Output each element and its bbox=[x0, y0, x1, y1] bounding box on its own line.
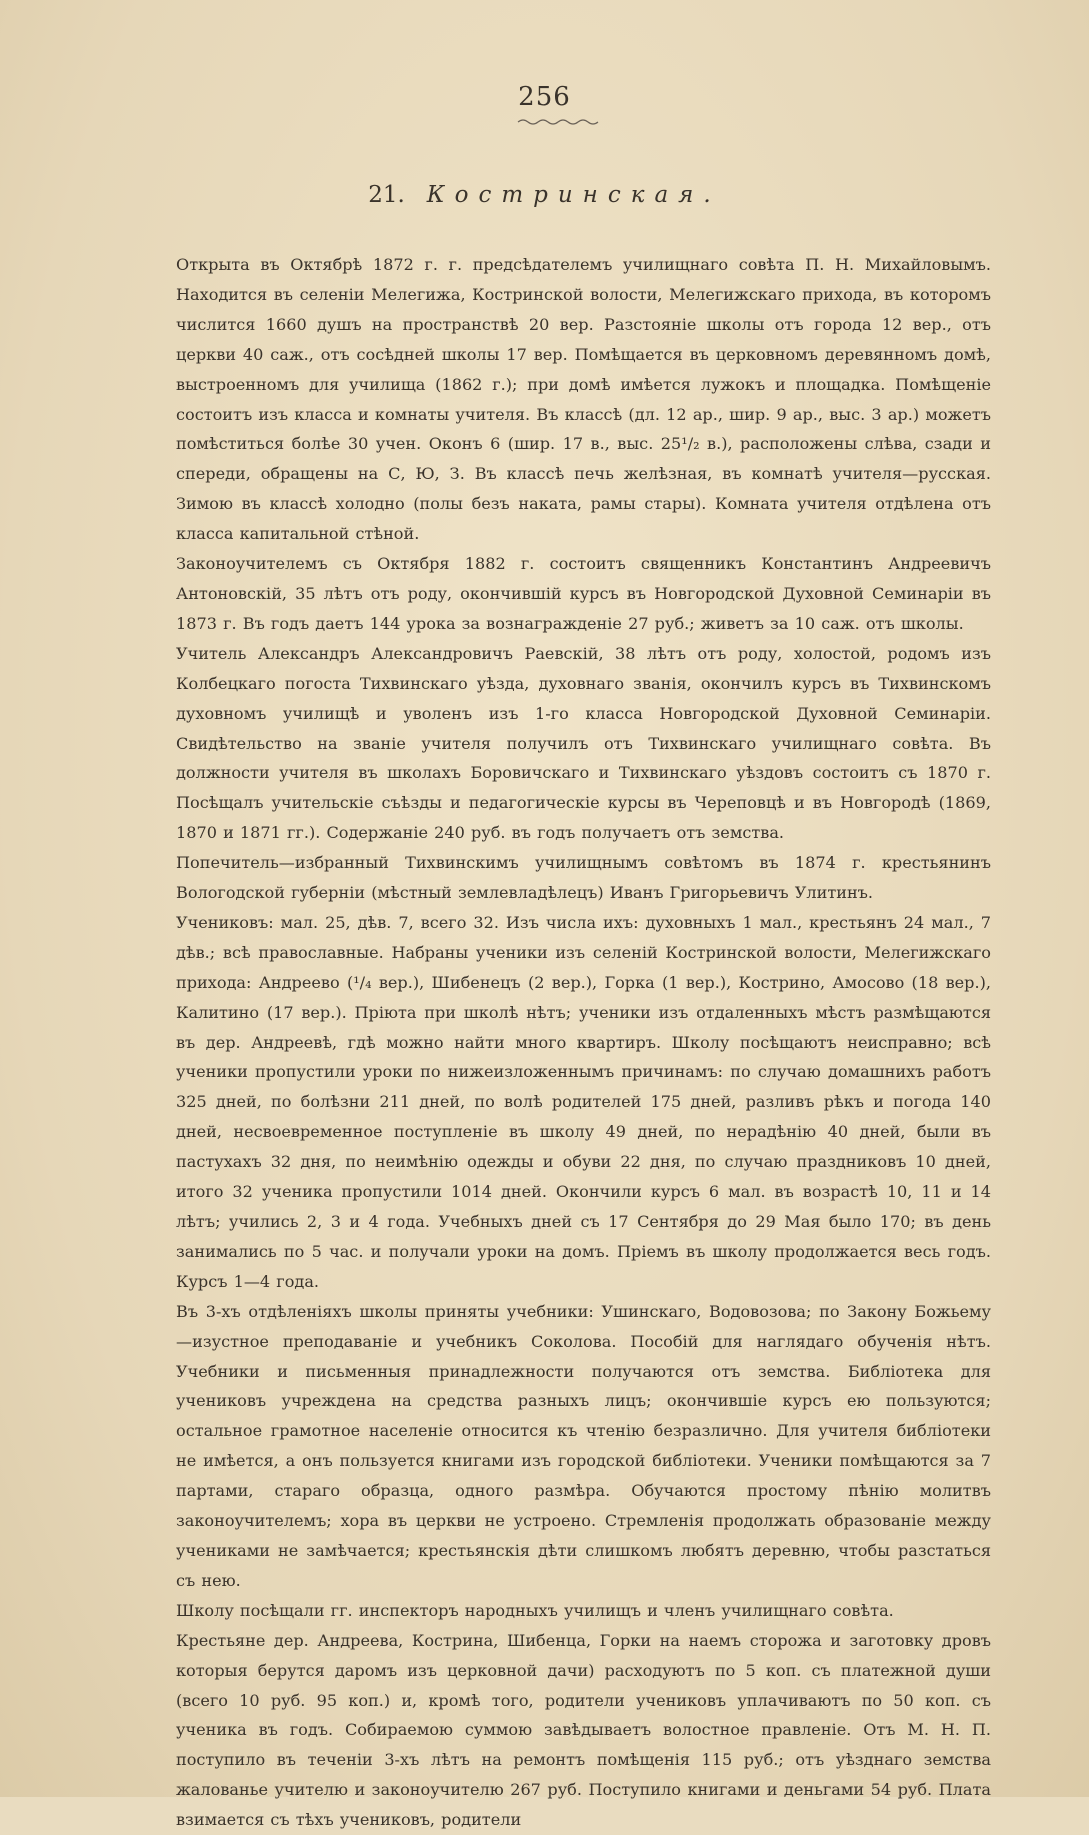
paragraph: Школу посѣщали гг. инспекторъ народныхъ училищъ и членъ училищнаго совѣта. bbox=[176, 1600, 894, 1620]
paragraph: Крестьяне дер. Андреева, Кострина, Шибенца, Горки на наемъ сторожа и заготовку дровъ которыя берутся даромъ изъ церковной дачи) расходуютъ по 5 коп. съ платежной души (всего 10 руб. 95 коп.) и, кромѣ того, родители учениковъ уплачиваютъ по 50 коп. съ ученика въ годъ. Собираемою суммою завѣдываетъ волостное правленіе. Отъ М. Н. П. поступило въ теченіи 3-хъ лѣтъ на ремонтъ помѣщенія 115 руб.; отъ уѣзднаго земства жалованье учителю и законоучителю 267 руб. Поступило книгами и деньгами 54 руб. Плата взимается съ тѣхъ учениковъ, родители bbox=[176, 1630, 991, 1830]
paragraph: Учениковъ: мал. 25, дѣв. 7, всего 32. Изъ числа ихъ: духовныхъ 1 мал., крестьянъ 24 мал., 7 дѣв.; всѣ православные. Набраны ученики изъ селеній Костринской волости, Мелегижскаго прихода: Андреево (¹/₄ вер.), Шибенецъ (2 вер.), Горка (1 вер.), Кострино, Амосово (18 вер.), Калитино (17 вер.). Пріюта при школѣ нѣтъ; ученики изъ отдаленныхъ мѣстъ размѣщаются въ дер. Андреевѣ, гдѣ можно найти много квартиръ. Школу посѣщаютъ неисправно; всѣ ученики пропустили уроки по нижеизложеннымъ причинамъ: по случаю домашнихъ работъ 325 дней, по болѣзни 211 дней, по волѣ родителей 175 дней, разливъ рѣкъ и погода 140 дней, несвоевременное поступленіе въ школу 49 дней, по нерадѣнію 40 дней, были въ пастухахъ 32 дня, по неимѣнію одежды и обуви 22 дня, по случаю праздниковъ 10 дней, итого 32 ученика пропустили 1014 дней. Окончили курсъ 6 мал. въ возрастѣ 10, 11 и 14 лѣтъ; учились 2, 3 и 4 года. Учебныхъ дней съ 17 Сентября до 29 Мая было 170; въ день занимались по 5 час. и получали уроки на домъ. Пріемъ въ школу продолжается весь годъ. Курсъ 1—4 года. bbox=[176, 912, 991, 1291]
paragraph: Законоучителемъ съ Октября 1882 г. состоитъ священникъ Константинъ Андреевичъ Антоновскій, 35 лѣтъ отъ роду, окончившій курсъ въ Новгородской Духовной Семинаріи въ 1873 г. Въ годъ даетъ 144 урока за вознагражденіе 27 руб.; живетъ за 10 саж. отъ школы. bbox=[176, 554, 991, 633]
section-title: Костринская. bbox=[426, 182, 721, 208]
paragraph: Попечитель—избранный Тихвинскимъ училищнымъ совѣтомъ въ 1874 г. крестьянинъ Вологодской губерніи (мѣстный землевладѣлецъ) Иванъ Григорьевичъ Улитинъ. bbox=[176, 853, 991, 903]
paragraph: Открыта въ Октябрѣ 1872 г. г. предсѣдателемъ училищнаго совѣта П. Н. Михайловымъ. Находится въ селеніи Мелегижа, Костринской волости, Мелегижскаго прихода, въ которомъ числится 1660 душъ на пространствѣ 20 вер. Разстояніе школы отъ города 12 вер., отъ церкви 40 саж., отъ сосѣдней школы 17 вер. Помѣщается въ церковномъ деревянномъ домѣ, выстроенномъ для училища (1862 г.); при домѣ имѣется лужокъ и площадка. Помѣщеніе состоитъ изъ класса и комнаты учителя. Въ классѣ (дл. 12 ар., шир. 9 ар., выс. 3 ар.) можетъ помѣститься болѣе 30 учен. Оконъ 6 (шир. 17 в., выс. 25¹/₂ в.), расположены слѣва, сзади и спереди, обращены на С, Ю, З. Въ классѣ печь желѣзная, въ комнатѣ учителя—русская. Зимою въ классѣ холодно (полы безъ наката, рамы стары). Комната учителя отдѣлена отъ класса капитальной стѣной. bbox=[176, 255, 991, 544]
body-text bbox=[176, 250, 991, 1835]
section-heading bbox=[0, 182, 1089, 208]
paragraph: Учитель Александръ Александровичъ Раевскій, 38 лѣтъ отъ роду, холостой, родомъ изъ Колбецкаго погоста Тихвинскаго уѣзда, духовнаго званія, окончилъ курсъ въ Тихвинскомъ духовномъ училищѣ и уволенъ изъ 1-го класса Новгородской Духовной Семинаріи. Свидѣтельство на званіе учителя получилъ отъ Тихвинскаго училищнаго совѣта. Въ должности учителя въ школахъ Боровичскаго и Тихвинскаго уѣздовъ состоитъ съ 1870 г. Посѣщалъ учительскіе съѣзды и педагогическіе курсы въ Череповцѣ и въ Новгородѣ (1869, 1870 и 1871 гг.). Содержаніе 240 руб. въ годъ получаетъ отъ земства. bbox=[176, 643, 991, 843]
paragraph: Въ 3-хъ отдѣленіяхъ школы приняты учебники: Ушинскаго, Водовозова; по Закону Божьему—изустное преподаваніе и учебникъ Соколова. Пособій для наглядаго обученія нѣтъ. Учебники и письменныя принадлежности получаются отъ земства. Библіотека для учениковъ учреждена на средства разныхъ лицъ; окончившіе курсъ ею пользуются; остальное грамотное населеніе относится къ чтенію безразлично. Для учителя библіотеки не имѣется, а онъ пользуется книгами изъ городской библіотеки. Ученики помѣщаются за 7 партами, стараго образца, одного размѣра. Обучаются простому пѣнію молитвъ законоучителемъ; хора въ церкви не устроено. Стремленія продолжать образованіе между учениками не замѣчается; крестьянскія дѣти слишкомъ любятъ деревню, чтобы разстаться съ нею. bbox=[176, 1301, 991, 1590]
ornament-wave-icon bbox=[518, 118, 598, 126]
section-number: 21. bbox=[368, 182, 405, 208]
page-number: 256 bbox=[518, 82, 571, 112]
